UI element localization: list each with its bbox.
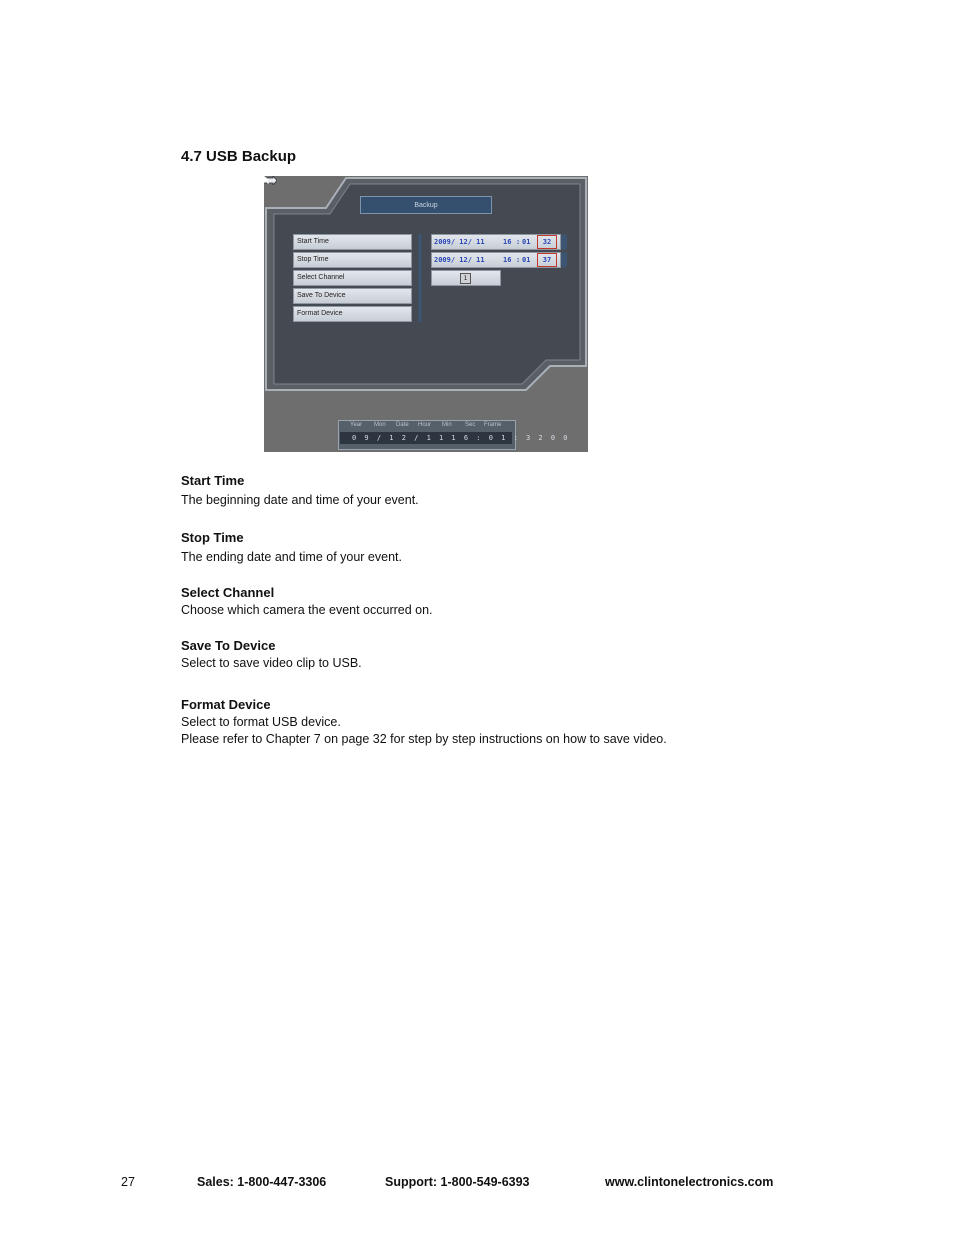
backup-menu-screenshot: [264, 176, 588, 452]
menu-item-select-channel[interactable]: Select Channel: [293, 270, 412, 286]
page-number: 27: [121, 1175, 135, 1189]
stop-second[interactable]: 37: [537, 253, 557, 267]
footer-website: www.clintonelectronics.com: [605, 1175, 774, 1189]
channel-field[interactable]: [431, 270, 501, 286]
instruction-note: Please refer to Chapter 7 on page 32 for step by step instructions on how to save video.: [181, 732, 667, 746]
section-title: 4.7 USB Backup: [181, 148, 297, 165]
menu-item-save-to-device[interactable]: Save To Device: [293, 288, 412, 304]
menu-title: Backup: [360, 196, 492, 214]
clock-label-month: Mon: [374, 422, 386, 428]
stop-minute: 01: [522, 256, 531, 264]
menu-item-start-time[interactable]: Start Time: [293, 234, 412, 250]
term-save-to-device: Save To Device: [181, 638, 276, 653]
stop-hour: 16: [503, 256, 512, 264]
clock-readout: 0 9 / 1 2 / 1 1 1 6 : 0 1 : 3 2 0 0: [340, 432, 512, 444]
desc-format-device: Select to format USB device.: [181, 715, 341, 729]
term-format-device: Format Device: [181, 697, 271, 712]
start-time-end-cap: [561, 234, 567, 250]
start-minute: 01: [522, 238, 531, 246]
channel-value[interactable]: 1: [460, 273, 471, 284]
term-start-time: Start Time: [181, 473, 245, 488]
desc-stop-time: The ending date and time of your event.: [181, 550, 402, 564]
start-date: 2009/ 12/ 11: [434, 238, 485, 246]
footer-support-phone: Support: 1-800-549-6393: [385, 1175, 530, 1189]
term-stop-time: Stop Time: [181, 530, 244, 545]
clock-label-frame: Frame: [484, 422, 502, 428]
stop-date: 2009/ 12/ 11: [434, 256, 485, 264]
stop-time-end-cap: [561, 252, 567, 268]
clock-label-second: Sec: [465, 422, 476, 428]
footer-sales-phone: Sales: 1-800-447-3306: [197, 1175, 327, 1189]
clock-label-year: Year: [350, 422, 363, 428]
start-hour: 16: [503, 238, 512, 246]
desc-select-channel: Choose which camera the event occurred on.: [181, 603, 433, 617]
clock-label-minute: Min: [442, 422, 452, 428]
stop-time-field[interactable]: 2009/ 12/ 11 16 : 01 37: [431, 252, 561, 268]
menu-item-stop-time[interactable]: Stop Time: [293, 252, 412, 268]
clock-bar: [338, 420, 570, 450]
desc-start-time: The beginning date and time of your event.: [181, 493, 419, 507]
start-time-field[interactable]: 2009/ 12/ 11 16 : 01 32: [431, 234, 561, 250]
clock-label-date: Date: [396, 422, 409, 428]
clock-labels: [338, 422, 516, 432]
clock-label-hour: Hour: [418, 422, 432, 428]
start-second[interactable]: 32: [537, 235, 557, 249]
term-select-channel: Select Channel: [181, 585, 275, 600]
menu-item-format-device[interactable]: Format Device: [293, 306, 412, 322]
desc-save-to-device: Select to save video clip to USB.: [181, 656, 362, 670]
mouse-cursor-icon: [264, 176, 270, 184]
